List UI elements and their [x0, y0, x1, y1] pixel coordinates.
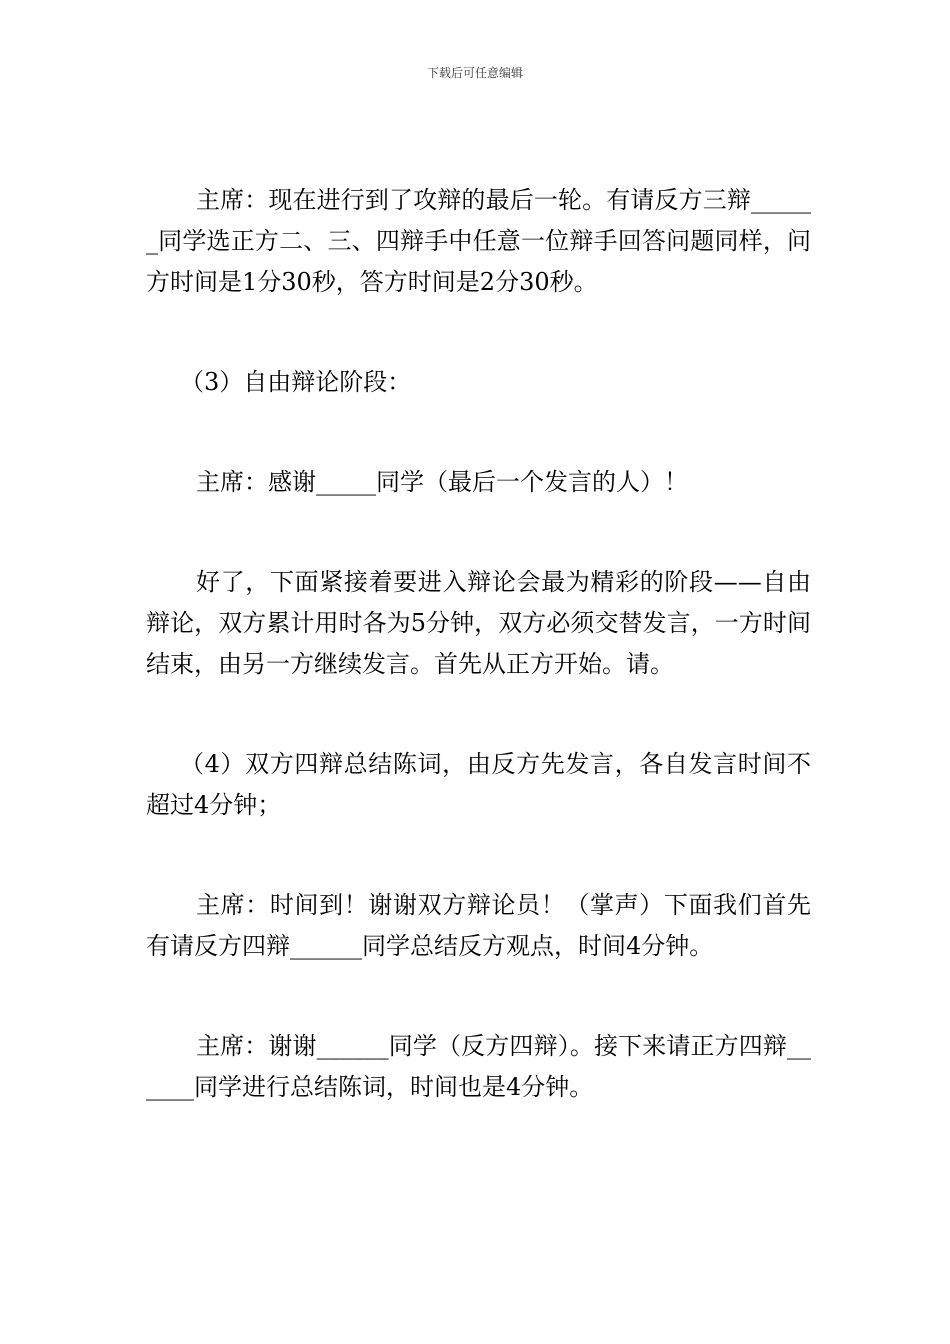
paragraph-free-debate-rules: 好了，下面紧接着要进入辩论会最为精彩的阶段——自由辩论，双方累计用时各为5分钟，双方必须交替发言，一方时间结束，由另一方继续发言。首先从正方开始。请。 [146, 568, 811, 678]
section-heading-free-debate: （3）自由辩论阶段： [180, 368, 412, 396]
paragraph-closing-affirmative: 主席：谢谢______同学（反方四辩）。接下来请正方四辩______同学进行总结陈词，时间也是4分钟。 [146, 1032, 811, 1101]
paragraph-closing-negative: 主席：时间到！谢谢双方辩论员！（掌声）下面我们首先有请反方四辩______同学总结反方观点，时间4分钟。 [146, 891, 811, 960]
paragraph-cross-exam-final: 主席：现在进行到了攻辩的最后一轮。有请反方三辩______同学选正方二、三、四辩手中任意一位辩手回答问题同样，问方时间是1分30秒，答方时间是2分30秒。 [146, 186, 811, 296]
paragraph-thanks: 主席：感谢_____同学（最后一个发言的人）！ [196, 468, 688, 496]
section-heading-closing: （4）双方四辩总结陈词，由反方先发言，各自发言时间不超过4分钟； [146, 750, 811, 819]
document-body [146, 180, 811, 1108]
page-header: 下载后可任意编辑 [426, 66, 523, 80]
